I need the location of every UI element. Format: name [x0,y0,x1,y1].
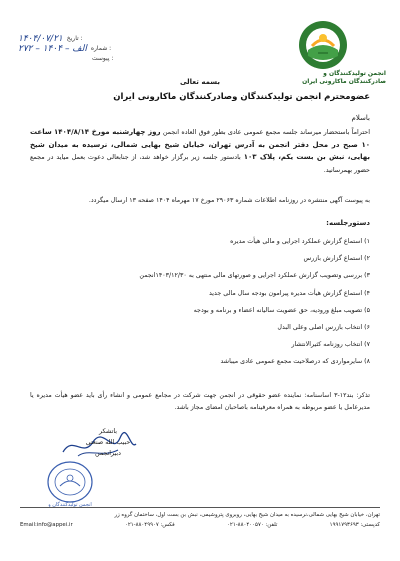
number-row [18,44,138,54]
signer-name: حبیب الله صنعتی [85,439,131,446]
stamp-text: انجمن تولیدکنندگان و [48,502,92,508]
salutation: باسلام [351,114,370,122]
agenda-item: ۸) سایرمواردی که درصلاحیت مجمع عمومی عادی میباشد [220,358,370,366]
closing: باتشکر [99,428,117,435]
signoff-block [58,426,158,459]
agenda-item: ۵) تصویب مبلغ ورودیه، حق عضویت سالیانه اعضاء و برنامه و بودجه [193,306,370,314]
letter-title: عضومحترم انجمن تولیدکنندگان وصادرکنندگان ماکارونی ایران [113,92,370,102]
intro-text-1: احتراماً باستحضار میرساند جلسه مجمع عمومی عادی بطور فوق العاده انجمن [162,128,370,136]
date-row [18,34,138,44]
agenda-item: ۶) انتخاب بازرس اصلی وعلی البدل [277,323,370,331]
newspaper-notice: به پیوست آگهی منتشره در روزنامه اطلاعات شماره ۲۹۰۶۳ مورخ ۱۷ مهرماه ۱۴۰۴ صفحه ۱۳ ارسال میگردد. [88,197,370,204]
date-value: ۱۴۰۴/۰۷/۲۱ [18,34,63,44]
footer-address: تهران، خیابان شیخ بهایی شمالی،نرسیده به میدان شیخ بهایی، روبروی پتروشیمی، نبش بن بست اول، ساختمان گروه زر [114,512,380,518]
footer-postal-code: کدپستی: ۱۹۹۱۷۹۳۶۹۳ [329,522,380,528]
footer-phone: تلفن: ۸۸۰۴۰۰۵۷۰-۰۲۱ [227,522,278,528]
number-value: ۲۷۲ – الف – ۱۴۰۴ [18,44,87,54]
agenda-list [40,238,370,376]
agenda-item: ۲) استماع گزارش بازرس [303,255,370,263]
footer-email[interactable]: Email:info@appei.ir [20,522,73,528]
attachment-label: پیوست : [92,55,114,62]
agenda-item: ۱) استماع گزارش عملکرد اجرایی و مالی هیأت مدیره [230,238,370,245]
association-logo [298,20,348,70]
footer-fax: فکس: ۸۸۰۴۹۹۰۷-۰۲۱ [124,522,175,528]
intro-paragraph [30,126,370,176]
letter-meta [18,34,138,64]
agenda-item: ۳) بررسی وتصویب گزارش عملکرد اجرایی و صورتهای مالی منتهی به ۱۴۰۳/۱۲/۳۰انجمن [139,272,370,280]
basmala: بسمه تعالی [179,78,221,86]
agenda-item: ۷) انتخاب روزنامه کثیرالانتشار [291,341,370,349]
number-label: شماره : [90,45,112,52]
date-label: تاریخ : [66,35,83,42]
footer-divider [20,507,380,508]
org-name [266,70,386,86]
attachment-row [18,54,138,64]
org-name-line1: انجمن تولیدکنندگان و [323,70,386,77]
meeting-date: روز چهارشنبه مورخ ۱۴۰۴/۸/۱۴ [54,128,161,136]
meeting-location: ساعت ۱۰ صبح در محل دفتر انجمن به آدرس تهران، خیابان شیخ بهایی شمالی، نرسیده به میدان شیخ بهایی، نبش بن بست یکم، پلاک ۱۰۳ [30,128,370,161]
signer-title: دبیرانجمن [95,450,121,457]
org-name-line2: صادرکنندگان ماکارونی ایران [302,78,386,85]
footer [20,510,380,530]
agenda-title: دستورجلسه: [326,219,370,227]
agenda-item: ۴) استماع گزارش هیأت مدیره پیرامون بودجه سال مالی جدید [208,289,370,297]
intro-text-2: بادستور جلسه زیر برگزار خواهد شد، از جنابعالی دعوت بعمل میاید در مجمع حضور بهمرسانید. [30,153,370,174]
footer-contacts [20,520,380,530]
footnote: تذکر: بند۱۲-۳ اساسنامه: نماینده عضو حقوقی در انجمن جهت شرکت در مجامع عمومی و انشاء رأی باید عضو هیأت مدیره یا مدیرعامل یا عضو مربوطه به همراه معرفینامه باصاحبان امضای مجاز باشد. [30,392,370,411]
